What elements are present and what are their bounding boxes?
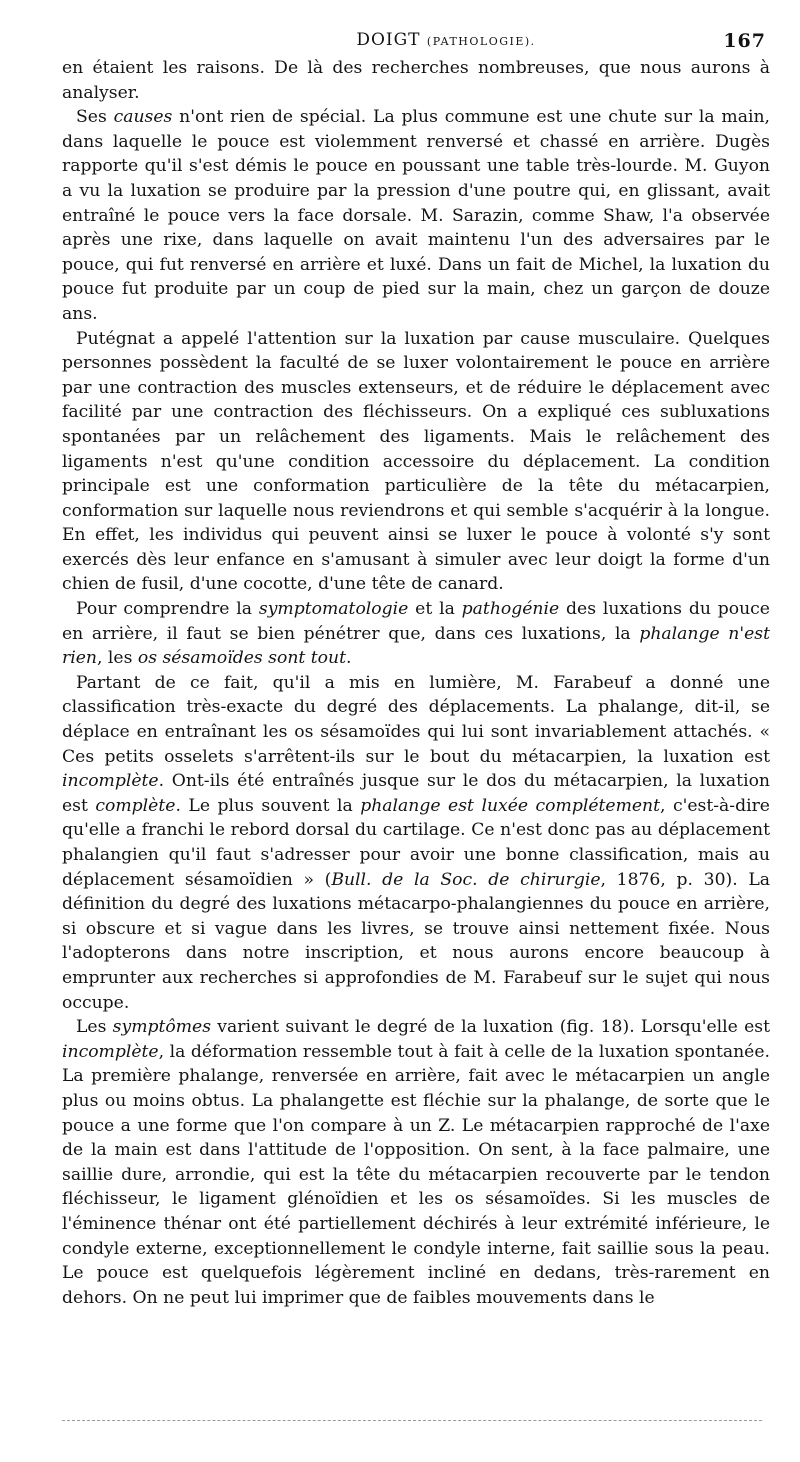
page-number: 167 xyxy=(723,30,766,52)
italic-text: os sésamoïdes sont tout xyxy=(137,648,346,669)
text-run: Putégnat a appelé l'attention sur la luxation par cause musculaire. Quelques personnes possèdent la faculté de se luxer volontairement le pouce en arrière par une contraction des muscles extenseurs, et de réduire le déplacement avec facilité par une contraction des fléchisseurs. On a expliqué ces subluxations spontanées par un relâchement des ligaments. Mais le relâchement des ligaments n'est qu'une condition accessoire du déplacement. La condition principale est une conformation particulière de la tête du métacarpien, conformation sur laquelle nous reviendrons et qui semble s'acquérir à la longue. En effet, les individus qui peuvent ainsi se luxer le pouce à volonté s'y sont exercés dès leur enfance en s'amusant à simuler avec leur doigt la forme d'un chien de fusil, d'une cocotte, d'une tête de canard. xyxy=(62,328,770,595)
running-title xyxy=(356,30,535,50)
paragraph xyxy=(62,105,770,326)
italic-text: incomplète xyxy=(62,771,159,792)
text-run: . xyxy=(346,648,352,669)
text-run: varient suivant le degré de la luxation (fig. 18). Lorsqu'elle est xyxy=(211,1017,771,1038)
italic-text: causes xyxy=(113,107,173,128)
italic-text: phalange n'est rien xyxy=(62,623,770,669)
text-run: Pour comprendre la xyxy=(76,599,259,620)
text-run: en étaient les raisons. De là des recherches nombreuses, que nous aurons à analyser. xyxy=(62,58,770,103)
paragraph xyxy=(62,597,770,671)
text-run: , c'est-à-dire qu'elle a franchi le rebord dorsal du cartilage. Ce n'est donc pas au déplacement phalangien qu'il faut s'adresser pour avoir une bonne classification, mais au déplacement sésamoïdien » ( xyxy=(62,795,770,890)
paragraph xyxy=(62,1015,770,1310)
text-run: n'ont rien de spécial. La plus commune est une chute sur la main, dans laquelle le pouce est violemment renversé et chassé en arrière. Dugès rapporte qu'il s'est démis le pouce en poussant une table très-lourde. M. Guyon a vu la luxation se produire par la pression d'une poutre qui, en glissant, avait entraîné le pouce vers la face dorsale. M. Sarazin, comme Shaw, l'a observée après une rixe, dans laquelle on avait maintenu l'un des adversaires par le pouce, qui fut renversé en arrière et luxé. Dans un fait de Michel, la luxation du pouce fut produite par un coup de pied sur la main, chez un garçon de douze ans. xyxy=(62,107,770,324)
text-run: , 1876, p. 30). La définition du degré des luxations métacarpo-phalangiennes du pouce en arrière, si obscure et si vague dans les livres, se trouve ainsi nettement fixée. Nous l'adopterons dans notre inscription, et nous aurons encore beaucoup à emprunter aux recherches si approfondies de M. Farabeuf sur le sujet qui nous occupe. xyxy=(62,869,770,1013)
italic-text: symptômes xyxy=(112,1017,212,1038)
italic-text: incomplète xyxy=(62,1041,159,1062)
text-run: , les xyxy=(96,648,138,669)
paragraph xyxy=(62,327,770,598)
bottom-dotted-rule xyxy=(62,1420,762,1421)
italic-text: complète xyxy=(95,795,176,816)
text-run: Partant de ce fait, qu'il a mis en lumière, M. Farabeuf a donné une classification très-exacte du degré des déplacements. La phalange, dit-il, se déplace en entraînant les os sésamoïdes qui lui sont invariablement attachés. « Ces petits osselets s'arrêtent-ils sur le bout du métacarpien, la luxation est xyxy=(62,672,770,767)
italic-text: phalange est luxée complétement xyxy=(360,795,661,816)
text-run: et la xyxy=(408,599,462,620)
italic-text: symptomatologie xyxy=(258,599,409,620)
paragraph xyxy=(62,56,770,105)
running-head xyxy=(62,30,770,56)
book-page xyxy=(62,30,770,1310)
italic-text: pathogénie xyxy=(461,599,560,620)
text-run: , la déformation ressemble tout à fait à celle de la luxation spontanée. La première phalange, renversée en arrière, fait avec le métacarpien un angle plus ou moins obtus. La phalangette est fléchie sur la phalange, de sorte que le pouce a une forme que l'on compare à un Z. Le métacarpien rapproché de l'axe de la main est dans l'attitude de l'opposition. On sent, à la face palmaire, une saillie dure, arrondie, qui est la tête du métacarpien recouverte par le tendon fléchisseur, le ligament glénoïdien et les os sésamoïdes. Si les muscles de l'éminence thénar ont été partiellement déchirés à leur extrémité inférieure, le condyle externe, exceptionnellement le condyle interne, fait saillie sous la peau. Le pouce est quelquefois légèrement incliné en dedans, très-rarement en dehors. On ne peut lui imprimer que de faibles mouvements dans le xyxy=(62,1041,770,1308)
paragraph xyxy=(62,671,770,1015)
running-title-main: DOIGT xyxy=(356,30,421,50)
text-run: des luxations du pouce en arrière, il faut se bien pénétrer que, dans ces luxations, la xyxy=(62,599,770,644)
text-run: . Ont-ils été entraînés jusque sur le dos du métacarpien, la luxation est xyxy=(62,771,770,816)
running-title-sub: (PATHOLOGIE). xyxy=(426,35,536,48)
italic-text: Bull. de la Soc. de chirurgie xyxy=(331,869,601,890)
body-text xyxy=(62,56,770,1310)
text-run: Ses xyxy=(76,107,114,128)
text-run: Les xyxy=(76,1017,113,1038)
text-run: . Le plus souvent la xyxy=(175,795,361,816)
